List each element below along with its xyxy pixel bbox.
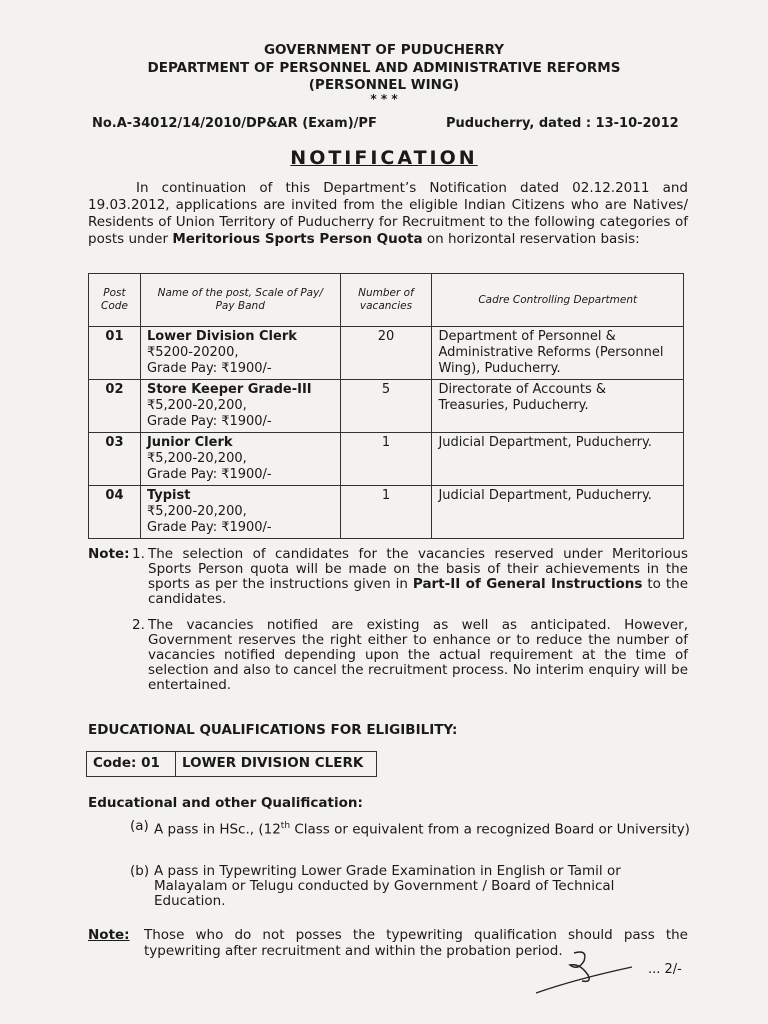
pay-scale: ₹5,200-20,200,	[146, 504, 247, 519]
post-code: 01	[89, 327, 141, 380]
qualification-sup: th	[280, 821, 291, 831]
education-heading: EDUCATIONAL QUALIFICATIONS FOR ELIGIBILITY:	[88, 722, 458, 738]
posts-table	[88, 273, 684, 539]
post-details	[140, 327, 340, 380]
qualification-text-start: A pass in HSc., (12	[154, 821, 281, 838]
note-number: 1.	[132, 546, 145, 562]
notification-title: NOTIFICATION	[290, 147, 478, 169]
table-row	[89, 433, 684, 486]
qualification-text-end: Class or equivalent from a recognized Board or University)	[290, 821, 690, 838]
post-code: 03	[89, 433, 141, 486]
vacancy-count: 5	[340, 380, 432, 433]
code-box-post: LOWER DIVISION CLERK	[182, 755, 364, 771]
note-text	[148, 547, 688, 607]
cadre-department: Judicial Department, Puducherry.	[432, 486, 684, 539]
notification-date: Puducherry, dated : 13-10-2012	[446, 116, 679, 131]
post-details	[140, 433, 340, 486]
intro-paragraph	[88, 180, 688, 248]
pay-scale: ₹5200-20200,	[146, 345, 239, 360]
grade-pay: Grade Pay: ₹1900/-	[146, 520, 272, 535]
note-label: Note:	[88, 546, 130, 562]
table-row	[89, 327, 684, 380]
page-continuation: ... 2/-	[648, 962, 682, 977]
cadre-department: Department of Personnel & Administrative Reforms (Personnel Wing), Puducherry.	[432, 327, 684, 380]
intro-text: In continuation of this Department’s Notification dated 02.12.2011 and 19.03.2012, applications are invited from the eligible Indian Citizens who are Natives/ Residents of Union Territory of Puducherry for Recruitment to the following categories of posts under	[88, 180, 688, 247]
grade-pay: Grade Pay: ₹1900/-	[146, 414, 272, 429]
table-row	[89, 486, 684, 539]
note-text-end: to the candidates.	[148, 576, 689, 607]
table-header-row	[89, 274, 684, 327]
table-row	[89, 380, 684, 433]
intro-bold: Meritorious Sports Person Quota	[172, 231, 423, 247]
final-note-text: Those who do not posses the typewriting qualification should pass the typewriting after recruitment and within the probation period.	[144, 927, 688, 959]
qualification-label: (b)	[130, 863, 150, 879]
note-item	[132, 547, 688, 607]
pay-scale: ₹5,200-20,200,	[146, 398, 247, 413]
grade-pay: Grade Pay: ₹1900/-	[146, 467, 272, 482]
col-header-post: Name of the post, Scale of Pay/ Pay Band	[140, 274, 340, 327]
grade-pay: Grade Pay: ₹1900/-	[146, 361, 272, 376]
vacancy-count: 1	[340, 433, 432, 486]
post-name: Junior Clerk	[146, 435, 233, 450]
header-separator: * * *	[370, 92, 398, 106]
vacancy-count: 20	[340, 327, 432, 380]
post-details	[140, 380, 340, 433]
intro-text-end: on horizontal reservation basis:	[422, 231, 640, 247]
note-text: The vacancies notified are existing as well as anticipated. However, Government reserves the right either to enhance or to reduce the number of vacancies notified depending upon the actual requirement at the time of selection and also to cancel the recruitment process. No interim enquiry will be entertained.	[148, 617, 688, 693]
pay-scale: ₹5,200-20,200,	[146, 451, 247, 466]
vacancy-count: 1	[340, 486, 432, 539]
note-text-start: The selection of candidates for the vacancies reserved under Meritorious Sports Person quota will be made on the basis of their achievements in the sports as per the instructions given in	[148, 546, 688, 592]
wing-title: (PERSONNEL WING)	[308, 77, 460, 93]
post-code: 04	[89, 486, 141, 539]
code-box-code: Code: 01	[87, 752, 176, 776]
qualification-item	[130, 819, 690, 838]
note-text-bold: Part-II of General Instructions	[412, 576, 643, 592]
col-header-department: Cadre Controlling Department	[432, 274, 684, 327]
post-details	[140, 486, 340, 539]
reference-number: No.A-34012/14/2010/DP&AR (Exam)/PF	[92, 116, 377, 131]
cadre-department: Directorate of Accounts & Treasuries, Puducherry.	[432, 380, 684, 433]
qualification-text	[154, 819, 690, 838]
post-name: Typist	[146, 488, 191, 503]
final-note-label: Note:	[88, 927, 130, 943]
note-number: 2.	[132, 617, 145, 633]
code-box	[86, 751, 377, 777]
col-header-code: Post Code	[89, 274, 141, 327]
cadre-department: Judicial Department, Puducherry.	[432, 433, 684, 486]
signature-mark	[530, 945, 650, 1005]
qualification-text: A pass in Typewriting Lower Grade Examination in English or Tamil or Malayalam or Telugu conducted by Government / Board of Technical Education.	[154, 863, 621, 909]
col-header-vacancies: Number of vacancies	[340, 274, 432, 327]
qualification-item	[130, 864, 690, 909]
post-name: Store Keeper Grade-III	[146, 382, 312, 397]
govt-title: GOVERNMENT OF PUDUCHERRY	[263, 42, 505, 58]
post-name: Lower Division Clerk	[146, 329, 297, 344]
note-item	[132, 618, 688, 693]
qualification-label: (a)	[130, 818, 149, 834]
qualification-subheading: Educational and other Qualification:	[88, 795, 363, 811]
department-title: DEPARTMENT OF PERSONNEL AND ADMINISTRATIVE REFORMS	[147, 60, 621, 76]
post-code: 02	[89, 380, 141, 433]
